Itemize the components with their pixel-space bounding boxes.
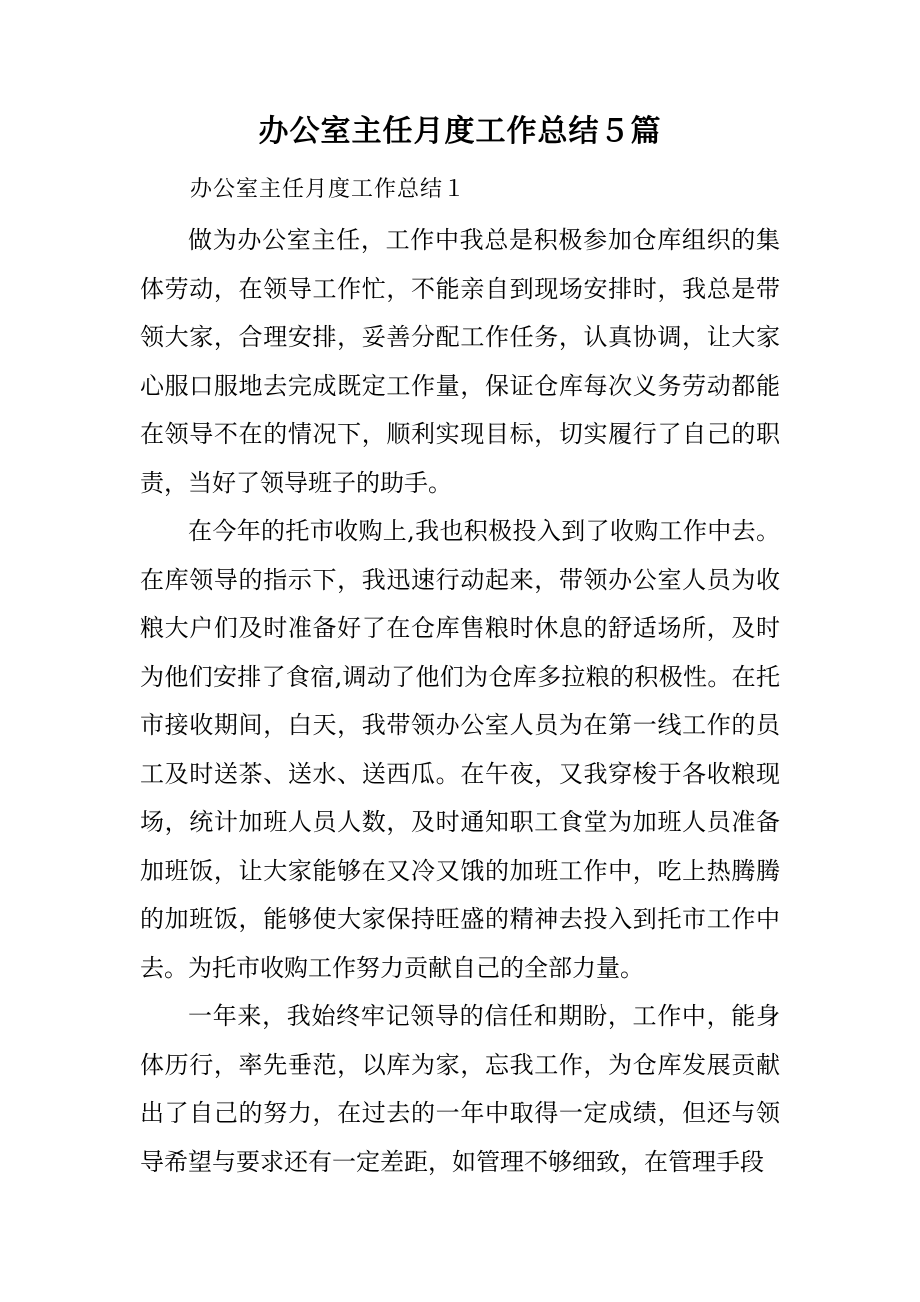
section-heading: 办公室主任月度工作总结１: [190, 177, 467, 202]
document-title: 办公室主任月度工作总结５篇: [258, 114, 662, 149]
paragraph: 一年来，我始终牢记领导的信任和期盼，工作中，能身体历行，率先垂范，以库为家，忘我工作，为仓库发展贡献出了自己的努力，在过去的一年中取得一定成绩，但还与领导希望与要求还有一定差距，如管理不够细致，在管理手段: [140, 1002, 780, 1176]
paragraph: 做为办公室主任，工作中我总是积极参加仓库组织的集体劳动，在领导工作忙，不能亲自到现场安排时，我总是带领大家，合理安排，妥善分配工作任务，认真协调，让大家心服口服地去完成既定工作量，保证仓库每次义务劳动都能在领导不在的情况下，顺利实现目标，切实履行了自己的职责，当好了领导班子的助手。: [140, 226, 780, 497]
paragraph: 在今年的托市收购上,我也积极投入到了收购工作中去。在库领导的指示下，我迅速行动起来，带领办公室人员为收粮大户们及时准备好了在仓库售粮时休息的舒适场所，及时为他们安排了食宿,调动了他们为仓库多拉粮的积极性。在托市接收期间，白天，我带领办公室人员为在第一线工作的员工及时送茶、送水、送西瓜。在午夜，又我穿梭于各收粮现场，统计加班人员人数，及时通知职工食堂为加班人员准备加班饭，让大家能够在又冷又饿的加班工作中，吃上热腾腾的加班饭，能够使大家保持旺盛的精神去投入到托市工作中去。为托市收购工作努力贡献自己的全部力量。: [140, 517, 780, 982]
document-body: [140, 216, 780, 1186]
